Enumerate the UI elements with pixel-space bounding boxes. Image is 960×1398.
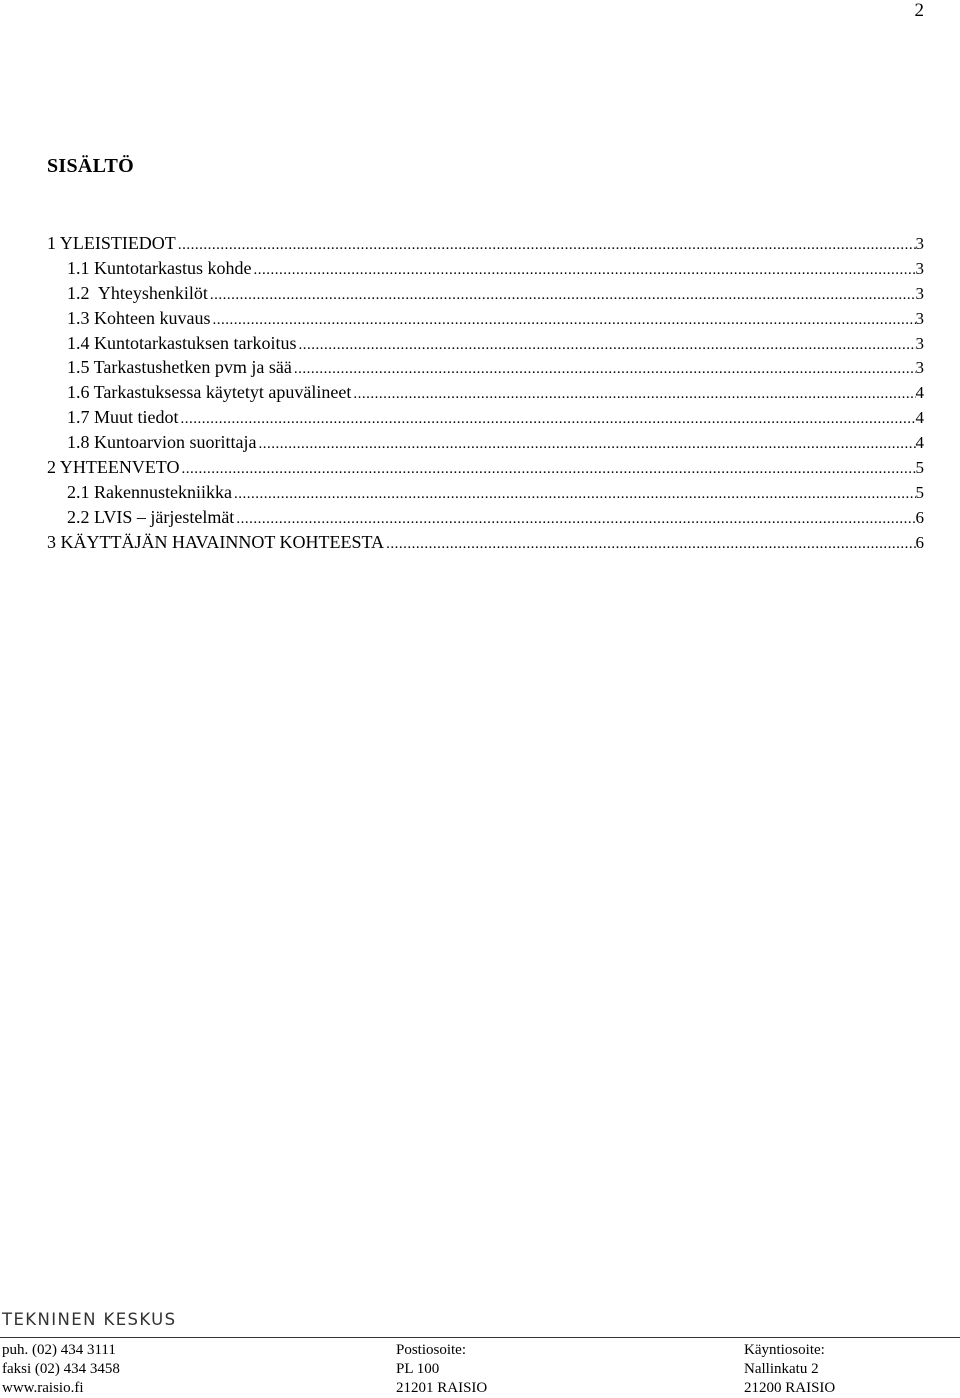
toc-entry-page: 3 xyxy=(915,333,924,353)
toc-entry-page: 3 xyxy=(915,283,924,303)
footer-postal-city: 21201 RAISIO xyxy=(396,1380,488,1396)
toc-leader-dots xyxy=(210,308,915,332)
toc-entry-page: 4 xyxy=(915,383,924,403)
toc-entry[interactable] xyxy=(47,281,924,306)
toc-entry[interactable] xyxy=(47,505,924,530)
toc-leader-dots xyxy=(251,258,915,282)
toc-entry[interactable] xyxy=(47,380,924,405)
toc-entry[interactable] xyxy=(47,256,924,281)
toc-entry[interactable] xyxy=(47,355,924,380)
toc-leader-dots xyxy=(351,382,915,406)
toc-leader-dots xyxy=(176,233,916,257)
toc-entry-label: 1 YLEISTIEDOT xyxy=(47,233,176,253)
toc-leader-dots xyxy=(208,283,916,307)
toc-entry-page: 3 xyxy=(915,308,924,328)
footer-visiting-street: Nallinkatu 2 xyxy=(744,1361,819,1377)
toc-leader-dots xyxy=(179,407,916,431)
footer-postal-address xyxy=(396,1341,487,1398)
toc-entry[interactable] xyxy=(47,331,924,356)
toc-leader-dots xyxy=(179,457,915,481)
toc-entry[interactable] xyxy=(47,530,924,555)
footer-fax: faksi (02) 434 3458 xyxy=(2,1361,120,1377)
footer-postal-label: Postiosoite: xyxy=(396,1342,467,1358)
toc-entry[interactable] xyxy=(47,405,924,430)
toc-entry-label: 1.6 Tarkastuksessa käytetyt apuvälineet xyxy=(67,382,352,403)
footer-phone: puh. (02) 434 3111 xyxy=(2,1342,116,1358)
toc-entry-page: 4 xyxy=(915,408,924,428)
toc-entry[interactable] xyxy=(47,306,924,331)
toc-entry-label: 1.3 Kohteen kuvaus xyxy=(67,307,211,328)
toc-leader-dots xyxy=(234,507,915,531)
toc-entry[interactable] xyxy=(47,455,924,480)
toc-entry-page: 5 xyxy=(915,458,924,478)
toc-entry-page: 6 xyxy=(915,507,924,527)
table-of-contents xyxy=(47,231,924,555)
footer-visiting-label: Käyntiosoite: xyxy=(744,1342,825,1358)
toc-entry-label: 2 YHTEENVETO xyxy=(47,457,180,478)
footer-website-link[interactable]: www.raisio.fi xyxy=(2,1380,84,1396)
toc-entry-page: 5 xyxy=(915,482,924,502)
toc-entry-label: 3 KÄYTTÄJÄN HAVAINNOT KOHTEESTA xyxy=(47,531,385,552)
footer-contact xyxy=(2,1341,120,1398)
footer-logo: TEKNINEN KESKUS xyxy=(2,1310,177,1329)
toc-entry[interactable] xyxy=(47,480,924,505)
toc-entry-page: 3 xyxy=(915,358,924,378)
toc-leader-dots xyxy=(384,532,915,556)
toc-entry-label: 1.4 Kuntotarkastuksen tarkoitus xyxy=(67,332,297,353)
footer-divider xyxy=(0,1337,960,1338)
toc-entry-label: 1.5 Tarkastushetken pvm ja sää xyxy=(67,357,292,378)
toc-entry-page: 6 xyxy=(915,532,924,552)
toc-leader-dots xyxy=(292,357,916,381)
toc-entry-label: 1.7 Muut tiedot xyxy=(67,407,179,428)
toc-entry-page: 4 xyxy=(915,433,924,453)
toc-entry-label: 1.2 Yhteyshenkilöt xyxy=(67,282,208,303)
toc-leader-dots xyxy=(296,333,915,357)
toc-leader-dots xyxy=(256,432,915,456)
toc-entry-page: 3 xyxy=(915,258,924,278)
toc-leader-dots xyxy=(232,482,916,506)
page-number: 2 xyxy=(914,0,924,21)
toc-entry-page: 3 xyxy=(915,234,924,253)
toc-entry-label: 1.1 Kuntotarkastus kohde xyxy=(67,257,252,278)
footer-postal-box: PL 100 xyxy=(396,1361,440,1377)
toc-entry-label: 2.2 LVIS – järjestelmät xyxy=(67,506,235,527)
toc-entry[interactable] xyxy=(47,430,924,455)
toc-entry[interactable] xyxy=(47,231,924,256)
footer-visiting-city: 21200 RAISIO xyxy=(744,1380,836,1396)
toc-entry-label: 2.1 Rakennustekniikka xyxy=(67,481,232,502)
toc-entry-label: 1.8 Kuntoarvion suorittaja xyxy=(67,432,257,453)
toc-heading: SISÄLTÖ xyxy=(47,155,134,177)
footer-visiting-address xyxy=(744,1341,835,1398)
